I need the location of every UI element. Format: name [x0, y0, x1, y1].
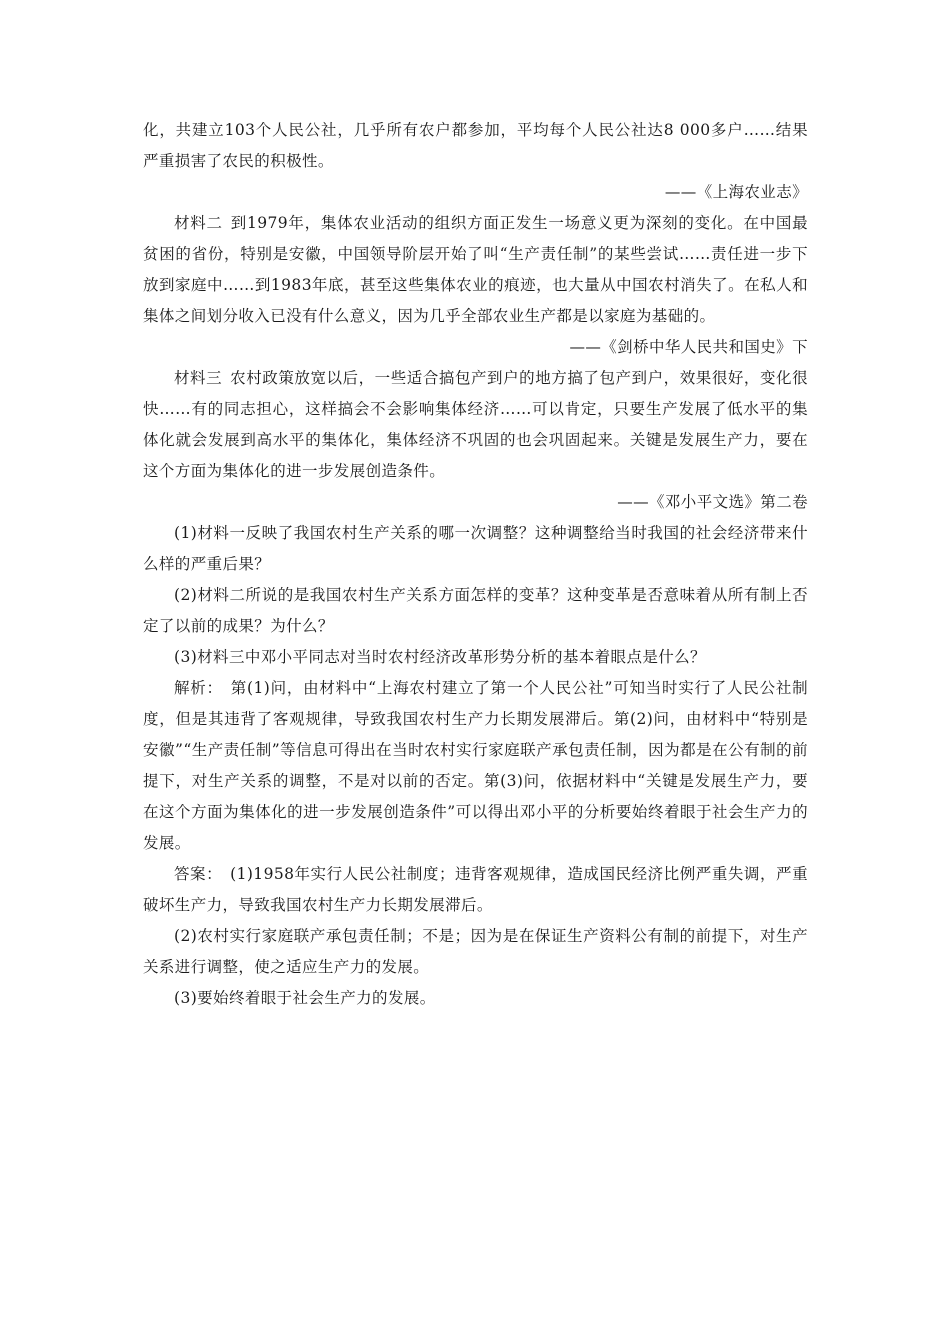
- analysis-paragraph: [143, 673, 808, 859]
- answer-paragraph: [143, 859, 808, 921]
- material-three-source: ——《邓小平文选》第二卷: [617, 493, 808, 511]
- material-three-paragraph: [143, 363, 808, 487]
- material-one-continuation: 化，共建立103个人民公社，几乎所有农户都参加，平均每个人民公社达8 000多户……结果严重损害了农民的积极性。: [143, 121, 808, 170]
- question-1: (1)材料一反映了我国农村生产关系的哪一次调整？这种调整给当时我国的社会经济带来什么样的严重后果？: [143, 524, 808, 573]
- material-three-label: 材料三: [174, 369, 223, 387]
- answer-item-3: (3)要始终着眼于社会生产力的发展。: [174, 989, 436, 1007]
- material-one-source: ——《上海农业志》: [664, 183, 808, 201]
- material-two-text: 到1979年，集体农业活动的组织方面正发生一场意义更为深刻的变化。在中国最贫困的省份，特别是安徽，中国领导阶层开始了叫“生产责任制”的某些尝试……责任进一步下放到家庭中……到1983年底，甚至这些集体农业的痕迹，也大量从中国农村消失了。在私人和集体之间划分收入已没有什么意义，因为几乎全部农业生产都是以家庭为基础的。: [143, 214, 808, 325]
- answer-item-2: (2)农村实行家庭联产承包责任制；不是；因为是在保证生产资料公有制的前提下，对生产关系进行调整，使之适应生产力的发展。: [143, 927, 808, 976]
- material-two-paragraph: [143, 208, 808, 332]
- question-2: (2)材料二所说的是我国农村生产关系方面怎样的变革？这种变革是否意味着从所有制上否定了以前的成果？为什么？: [143, 586, 808, 635]
- answer-label: 答案：: [174, 865, 223, 883]
- question-3: (3)材料三中邓小平同志对当时农村经济改革形势分析的基本着眼点是什么？: [174, 648, 706, 666]
- document-page: [143, 115, 808, 1014]
- material-two-label: 材料二: [174, 214, 223, 232]
- material-two-source: ——《剑桥中华人民共和国史》下: [569, 338, 808, 356]
- material-three-text: 农村政策放宽以后，一些适合搞包产到户的地方搞了包产到户，效果很好，变化很快……有的同志担心，这样搞会不会影响集体经济……可以肯定，只要生产发展了低水平的集体化就会发展到高水平的集体化，集体经济不巩固的也会巩固起来。关键是发展生产力，要在这个方面为集体化的进一步发展创造条件。: [143, 369, 808, 480]
- analysis-label: 解析：: [174, 679, 223, 697]
- analysis-text: 第(1)问，由材料中“上海农村建立了第一个人民公社”可知当时实行了人民公社制度，但是其违背了客观规律，导致我国农村生产力长期发展滞后。第(2)问，由材料中“特别是安徽”“生产责任制”等信息可得出在当时农村实行家庭联产承包责任制，因为都是在公有制的前提下，对生产关系的调整，不是对以前的否定。第(3)问，依据材料中“关键是发展生产力，要在这个方面为集体化的进一步发展创造条件”可以得出邓小平的分析要始终着眼于社会生产力的发展。: [143, 679, 808, 852]
- answer-item-1: (1)1958年实行人民公社制度；违背客观规律，造成国民经济比例严重失调，严重破坏生产力，导致我国农村生产力长期发展滞后。: [143, 865, 808, 914]
